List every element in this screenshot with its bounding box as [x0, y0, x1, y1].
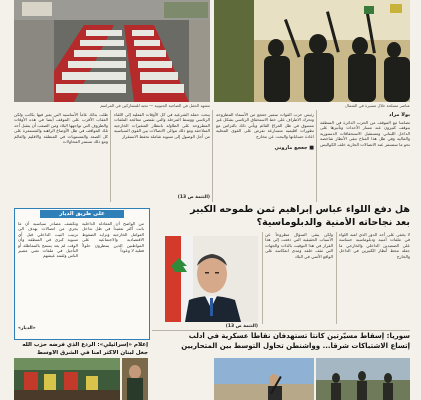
article-text-column: تضامنا مع الموقف من الحرب الدائرة في المنطقة يتوقف كثيرون عند مسار الأحداث وتأثيرها على الداخل اللبناني ومستقبل الاستحقاقات الدستورية والمالية وفي ظل هذا المناخ تبقى الأنظار شاخصة نحو ما ستسفر عنه الاتصالات الجارية خلف الكواليس — [320, 120, 410, 147]
bottom-middle-photo — [214, 358, 314, 400]
bottom-left-small-photo — [122, 358, 148, 400]
editorial-box-text: وتكشف مصادر سياسية أن ما يجري من اتصالات يهدف الى ترتيب البيت الداخلي قبل أي تسوية كبرى في المنطقة وأن الوقت لم يعد يسمح بالمماطلة أو التأجيل في ملفات تعني مصير الناس ولقمة عيشهم — [18, 221, 78, 259]
bottom-right-photo — [316, 358, 410, 400]
column-divider — [110, 110, 111, 202]
bottom-left-small-graphic — [122, 358, 148, 400]
article-text-column: لا يخفى على أحد الدور الذي لعبه اللواء في ملفات أمنية ودبلوماسية حساسة على الصعيدين الداخلي والخارجي ما جعله محط أنظار الكثيرين في الداخل والخارج — [339, 232, 410, 259]
column-divider — [336, 232, 337, 324]
editorial-box-signature: «الديار» — [18, 326, 36, 331]
article-text-column: ولكن يبقى السؤال مطروحاً عن الأسباب الحقيقية التي دفعت إلى هذا القرار في هذا التوقيت بالذات والجهات التي تقف خلفه ومدى انعكاسه على الواقع الأمني في البلاد — [265, 232, 333, 259]
armed-group-photo — [214, 0, 410, 102]
armed-group-caption: عناصر مسلحة خلال مسيرة في الشمال — [344, 103, 410, 108]
portrait-photo — [165, 236, 258, 322]
bottom-middle-graphic — [214, 358, 314, 400]
editorial-box-title: على طريق الديار — [40, 210, 124, 218]
portrait-graphic — [165, 236, 258, 322]
continued-marker: (التتمة ص 13) — [177, 195, 210, 200]
column-divider — [212, 110, 213, 202]
syria-headline-line-2: إتساع الاشتباكات شرقاً... وواشنطن تحاول التوسط بين المتحاربين — [181, 342, 410, 350]
author-name: بولا مراد — [389, 112, 410, 118]
ceremony-caption: مشهد الحفل في الضاحية الجنوبية — تحية للمشاركين في المراسم — [100, 103, 210, 108]
main-headline-line-1: هل دفع اللواء عباس إبراهيم ثمن طموحه الكبير — [190, 204, 410, 215]
bottom-right-graphic — [316, 358, 410, 400]
column-divider — [316, 110, 317, 202]
continued-marker: (التتمة ص 13) — [225, 324, 258, 329]
column-divider — [262, 232, 263, 324]
israel-headline-line-1: إعلام «إسرائيلي»: الردع الذي فرضه حزب الله — [22, 342, 148, 348]
israel-headline-line-2: جعل لبنان الأكثر أمناً في الشرق الأوسط — [37, 350, 148, 356]
section-divider — [152, 330, 410, 331]
subhead: ■ جعجع ماروني — [216, 145, 314, 151]
ceremony-photo-graphic — [14, 0, 210, 102]
main-headline-line-2: بعد نجاحاته الأمنية والدبلوماسية؟ — [256, 217, 410, 228]
syria-headline-line-1: سوريا: إسقاط مسيّرتين كانتا تستهدفان نقاطاً عسكرية في أدلب — [188, 332, 410, 340]
article-text-column: رئيس حزب القوات سمير جعجع من الأسماء المطروحة وتحرك الاطراف على خط الاستحقاق الرئاسي بشكل غير مسبوق في ظل الفراغ القائم ويأتي ذلك بالتزامن مع تطورات اقليمية متسارعة تفرض على القوى المحلية اعادة حساباتها والبحث عن مخارج — [216, 112, 314, 139]
ceremony-photo — [14, 0, 210, 102]
editorial-box-text: من الواضح أن المعادلة الداخلية باتت أكثر تعقيداً في ظل تداخل العوامل الخارجية وتزايد الضغوط الاقتصادية والاجتماعية على المواطنين الذين ينتظرون حلولاً فعلية لا وعوداً — [82, 221, 144, 254]
article-text-column: ظلت بذلك عاماً الأساسية التي يعبر فيها بكاتب ولكن العقاب الأقرب على الموقف أيضا في هذه الأوقات والظروف التي تواجهها البلاد ومن الصعب أن يتقبل أحد تلك المواقف في ظل الأوضاع الراهنة والمستمرة على كل الصعد والمستويات في المنطقة والاقليم والعالم ومع ذلك تستمر المحاولات — [14, 112, 108, 145]
bottom-left-photo — [14, 358, 120, 400]
article-text-column: يبحث حملة الشرعية في كل الأوقات الفعلية إلى اللقاء الرئاسي ووسط المرحلة والتي تقتضي معالجة الملفات المطروحة على الطاولة بانتظار المتغيرات الخارجية المتلاحقة ومع ذلك تتوالى الاتصالات بين القوى السياسية من أجل الوصول إلى تسوية شاملة تحفظ الاستقرار — [114, 112, 210, 139]
armed-group-graphic — [214, 0, 410, 102]
bottom-left-graphic — [14, 358, 120, 400]
